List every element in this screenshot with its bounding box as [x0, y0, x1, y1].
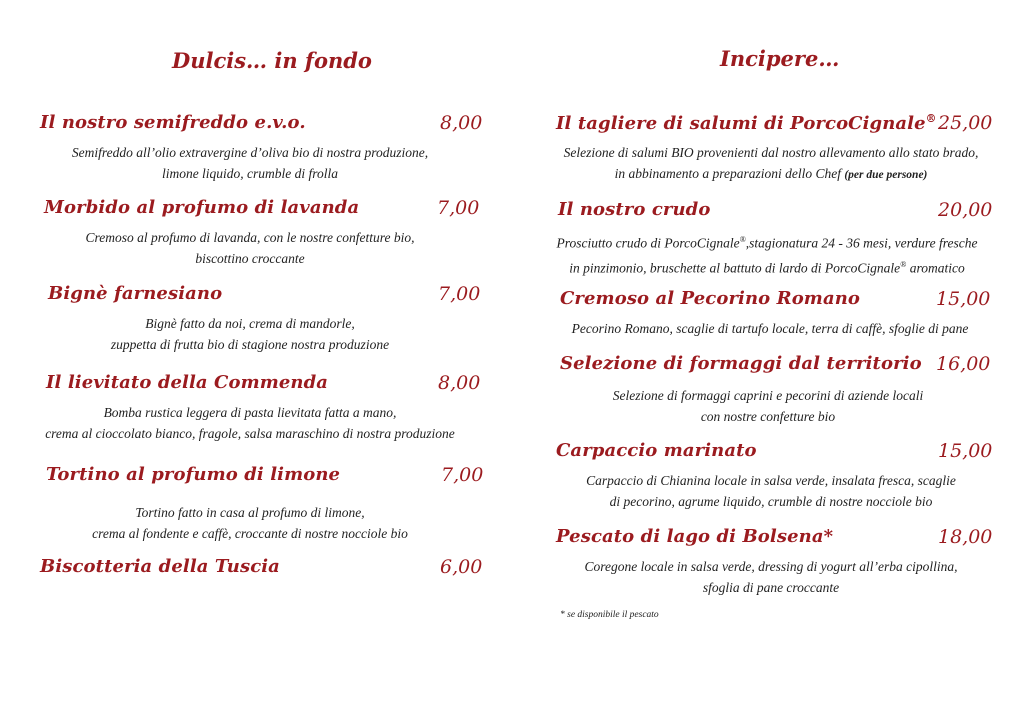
item-description: Semifreddo all’olio extravergine d’oliva bio di nostra produzione, limone liquido, crumble di frolla: [71, 145, 429, 181]
item-description: Tortino fatto in casa al profumo di limone, crema al fondente e caffè, croccante di nostre nocciole bio: [92, 505, 408, 541]
menu-item: [548, 112, 994, 186]
item-description: Bomba rustica leggera di pasta lievitata fatta a mano, crema al cioccolato bianco, fragole, salsa maraschino di nostra produzione: [45, 405, 455, 441]
menu-item: [40, 464, 484, 544]
item-title: Il nostro semifreddo e.v.o.: [40, 112, 306, 133]
item-description: Cremoso al profumo di lavanda, con le nostre confetture bio, biscottino croccante: [85, 230, 415, 266]
menu-item: [40, 372, 480, 444]
item-description: Prosciutto crudo di PorcoCignale®,stagionatura 24 - 36 mesi, verdure fresche in pinzimonio, bruschette al battuto di lardo di PorcoCignale® aromatico: [556, 235, 978, 275]
item-description: Carpaccio di Chianina locale in salsa verde, insalata fresca, scaglie di pecorino, agrume liquido, crumble di nostre nocciole bio: [586, 473, 956, 509]
item-price: 8,00: [440, 112, 483, 134]
item-description: Selezione di formaggi caprini e pecorini di aziende locali con nostre confetture bio: [612, 388, 924, 424]
item-title: Il nostro crudo: [558, 199, 711, 220]
item-price: 20,00: [938, 199, 993, 221]
item-title: Carpaccio marinato: [556, 440, 757, 461]
item-description: Selezione di salumi BIO provenienti dal nostro allevamento allo stato brado, in abbinamento a preparazioni dello Chef (per due persone): [563, 145, 979, 181]
item-title: Biscotteria della Tuscia: [40, 556, 280, 577]
item-title: Bignè farnesiano: [48, 283, 223, 304]
item-price: 18,00: [938, 526, 993, 548]
menu-item: [548, 526, 994, 598]
item-description: Coregone locale in salsa verde, dressing di yogurt all’erba cipollina, sfoglia di pane croccante: [584, 559, 958, 595]
menu-item: [548, 353, 994, 427]
menu-item: [40, 556, 483, 582]
serving-note: (per due persone): [844, 169, 928, 181]
menu-item: [40, 112, 483, 184]
item-title: Morbido al profumo di lavanda: [44, 197, 360, 218]
item-price: 16,00: [936, 353, 991, 375]
menu-item: [548, 199, 994, 278]
item-title: Selezione di formaggi dal territorio: [560, 353, 922, 374]
item-title: Tortino al profumo di limone: [46, 464, 341, 485]
item-price: 15,00: [936, 288, 991, 310]
item-title: Il lievitato della Commenda: [46, 372, 329, 393]
section-heading-starters: Incipere…: [720, 46, 840, 71]
menu-item: [40, 283, 480, 355]
footnote: * se disponibile il pescato: [560, 610, 659, 620]
item-title: Pescato di lago di Bolsena*: [556, 526, 834, 547]
item-price: 6,00: [440, 556, 483, 578]
item-price: 7,00: [437, 197, 480, 219]
item-description: Bignè fatto da noi, crema di mandorle, zuppetta di frutta bio di stagione nostra produzione: [110, 316, 390, 352]
item-price: 8,00: [438, 372, 481, 394]
registered-mark: ®: [925, 112, 937, 125]
menu-item: [548, 288, 994, 339]
section-heading-desserts: Dulcis… in fondo: [172, 48, 372, 73]
menu-item: [548, 440, 994, 512]
item-description: Pecorino Romano, scaglie di tartufo locale, terra di caffè, sfoglie di pane: [571, 321, 969, 336]
item-price: 15,00: [938, 440, 993, 462]
menu-item: [40, 197, 480, 269]
item-price: 7,00: [438, 283, 481, 305]
item-price: 25,00: [938, 112, 993, 134]
item-title: Cremoso al Pecorino Romano: [560, 288, 861, 309]
item-title: Il tagliere di salumi di PorcoCignale®: [556, 112, 937, 134]
item-price: 7,00: [441, 464, 484, 486]
